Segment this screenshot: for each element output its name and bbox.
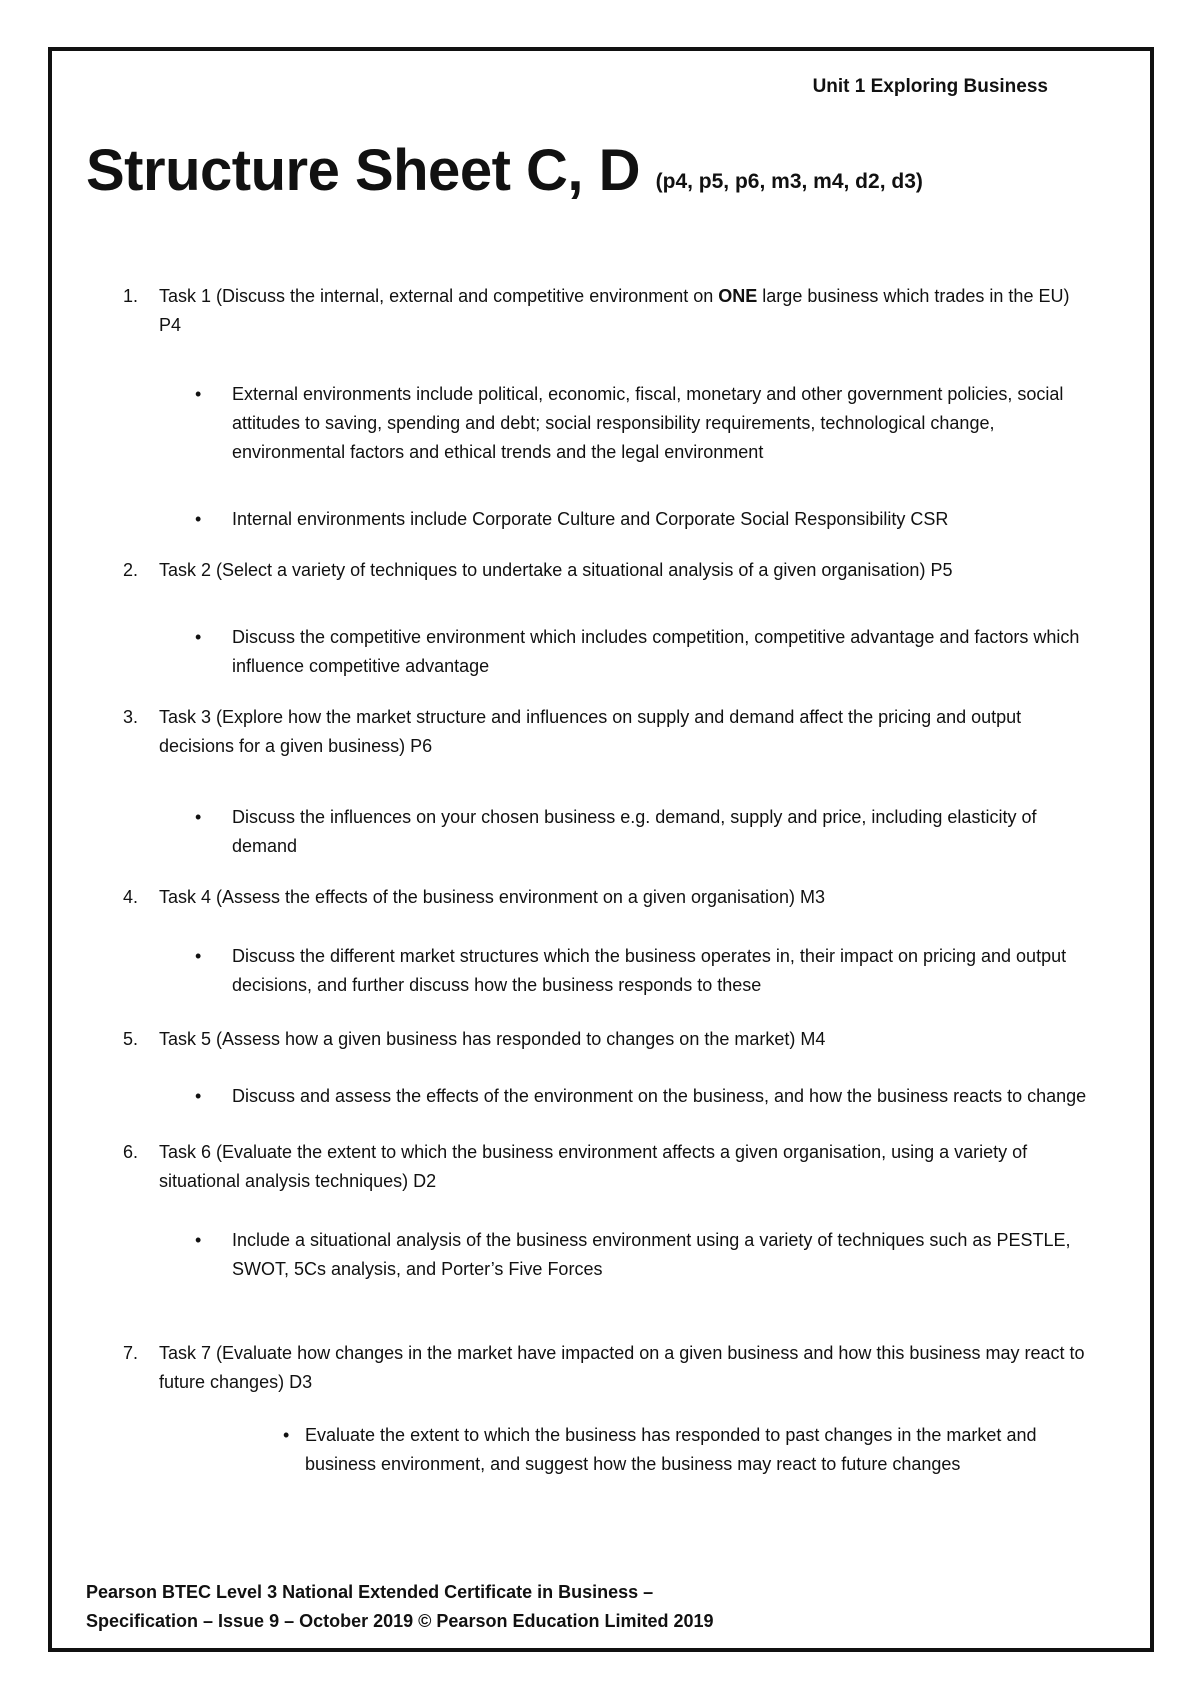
bullet-item [86, 380, 1096, 467]
task-text: Task 1 (Discuss the internal, external and competitive environment on ONE large business which trades in the EU) P4 [159, 286, 1070, 335]
task-number: 5. [123, 1029, 139, 1049]
bullet-icon: • [195, 1230, 202, 1250]
task-text: Task 5 (Assess how a given business has responded to changes on the market) M4 [159, 1029, 826, 1049]
task-text: Task 3 (Explore how the market structure and influences on supply and demand affect the pricing and output decisions for a given business) P6 [159, 707, 1022, 756]
emphasis-text: ONE [718, 286, 758, 306]
bullet-icon: • [195, 384, 202, 404]
task-item [86, 556, 1096, 585]
task-text: Task 7 (Evaluate how changes in the market have impacted on a given business and how this business may react to future changes) D3 [159, 1343, 1085, 1392]
task-text: Task 2 (Select a variety of techniques to undertake a situational analysis of a given organisation) P5 [159, 560, 953, 580]
bullet-text: Discuss the competitive environment which includes competition, competitive advantage and factors which influence competitive advantage [232, 627, 1080, 676]
bullet-icon: • [195, 509, 202, 529]
task-number: 3. [123, 707, 139, 727]
task-number: 6. [123, 1142, 139, 1162]
bullet-item [86, 942, 1096, 1000]
bullet-item [86, 1226, 1096, 1284]
unit-header: Unit 1 Exploring Business [812, 76, 1048, 97]
bullet-icon: • [195, 627, 202, 647]
task-number: 1. [123, 286, 139, 306]
footer-line: Specification – Issue 9 – October 2019 © Pearson Education Limited 2019 [86, 1611, 714, 1631]
bullet-icon: • [195, 1086, 202, 1106]
task-item [86, 703, 1096, 761]
bullet-item [86, 803, 1096, 861]
bullet-icon: • [195, 946, 202, 966]
title-main: Structure Sheet C, D [86, 138, 640, 203]
task-item [86, 883, 1096, 912]
footer-line: Pearson BTEC Level 3 National Extended Certificate in Business – [86, 1582, 654, 1602]
task-number: 4. [123, 887, 139, 907]
task-item [86, 282, 1096, 340]
footer [86, 1578, 714, 1636]
task-item [86, 1025, 1096, 1054]
bullet-text: Include a situational analysis of the business environment using a variety of techniques such as PESTLE, SWOT, 5Cs analysis, and Porter’s Five Forces [232, 1230, 1071, 1279]
bullet-item [86, 1421, 1096, 1479]
bullet-item [86, 1082, 1096, 1111]
bullet-text: Discuss and assess the effects of the environment on the business, and how the business reacts to change [232, 1086, 1087, 1106]
bullet-text: Discuss the different market structures which the business operates in, their impact on pricing and output decisions, and further discuss how the business responds to these [232, 946, 1067, 995]
bullet-text: Internal environments include Corporate Culture and Corporate Social Responsibility CSR [232, 509, 949, 529]
bullet-item [86, 623, 1096, 681]
bullet-text: External environments include political, economic, fiscal, monetary and other government policies, social attitudes to saving, spending and debt; social responsibility requirements, technological change, environmental factors and ethical trends and the legal environment [232, 384, 1064, 462]
page-title [86, 138, 923, 203]
bullet-icon: • [195, 807, 202, 827]
task-number: 7. [123, 1343, 139, 1363]
bullet-text: Discuss the influences on your chosen business e.g. demand, supply and price, including elasticity of demand [232, 807, 1037, 856]
task-item [86, 1339, 1096, 1397]
bullet-text: Evaluate the extent to which the business has responded to past changes in the market and business environment, and suggest how the business may react to future changes [305, 1425, 1037, 1474]
task-text: Task 4 (Assess the effects of the business environment on a given organisation) M3 [159, 887, 826, 907]
task-text: Task 6 (Evaluate the extent to which the business environment affects a given organisation, using a variety of situational analysis techniques) D2 [159, 1142, 1028, 1191]
title-criteria-codes: (p4, p5, p6, m3, m4, d2, d3) [655, 170, 923, 193]
task-item [86, 1138, 1096, 1196]
bullet-item [86, 505, 1096, 534]
task-list [86, 282, 1096, 1479]
task-number: 2. [123, 560, 139, 580]
bullet-icon: • [283, 1425, 290, 1445]
